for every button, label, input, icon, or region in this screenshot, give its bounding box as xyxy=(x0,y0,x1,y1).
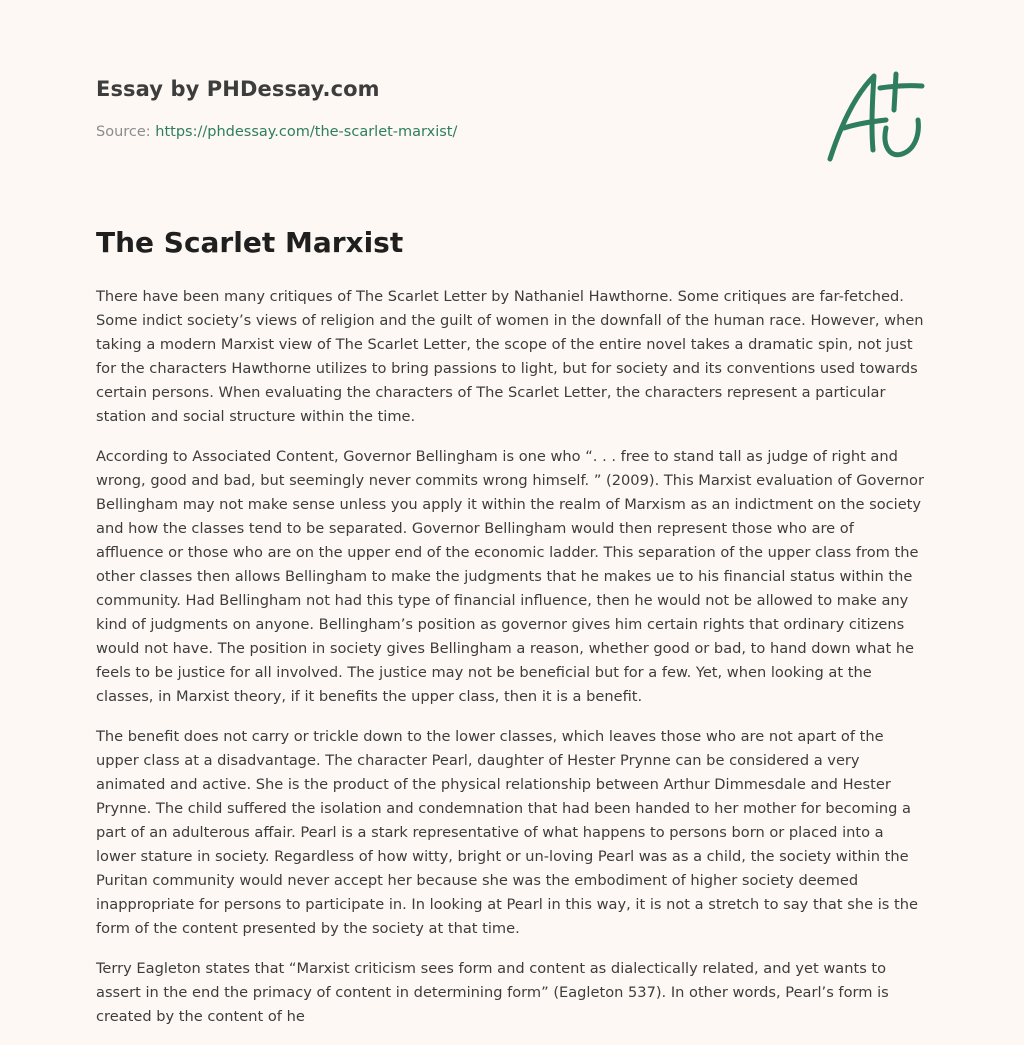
source-line xyxy=(96,124,457,140)
page-header xyxy=(96,0,926,200)
essay-paragraph: According to Associated Content, Governor Bellingham is one who “. . . free to stand tall as judge of right and wrong, good and bad, but seemingly never commits wrong himself. ” (2009). This Marxist evaluation of Governor Bellingham may not make sense unless you apply it within the realm of Marxism as an indictment on the society and how the classes tend to be separated. Governor Bellingham would then represent those who are of affluence or those who are on the upper end of the economic ladder. This separation of the upper class from the other classes then allows Bellingham to make the judgments that he makes ue to his financial status within the community. Had Bellingham not had this type of financial influence, then he would not be allowed to make any kind of judgments on anyone. Bellingham’s position as governor gives him certain rights that ordinary citizens would not have. The position in society gives Bellingham a reason, whether good or bad, to hand down what he feels to be justice for all involved. The justice may not be beneficial but for a few. Yet, when looking at the classes, in Marxist theory, if it benefits the upper class, then it is a benefit. xyxy=(96,448,924,705)
essay-paragraph: The benefit does not carry or trickle down to the lower classes, which leaves those who are not apart of the upper class at a disadvantage. The character Pearl, daughter of Hester Prynne can be considered a very animated and active. She is the product of the physical relationship between Arthur Dimmesdale and Hester Prynne. The child suffered the isolation and condemnation that had been handed to her mother for becoming a part of an adulterous affair. Pearl is a stark representative of what happens to persons born or placed into a lower stature in society. Regardless of how witty, bright or un-loving Pearl was as a child, the society within the Puritan community would never accept her because she was the embodiment of higher society deemed inappropriate for persons to participate in. In looking at Pearl in this way, it is not a stretch to say that she is the form of the content presented by the society at that time. xyxy=(96,728,918,937)
site-brand: Essay by PHDessay.com xyxy=(96,77,380,101)
essay-body xyxy=(96,285,926,1045)
essay-title: The Scarlet Marxist xyxy=(96,226,404,259)
essay-paragraph: There have been many critiques of The Scarlet Letter by Nathaniel Hawthorne. Some critiques are far-fetched. Some indict society’s views of religion and the guilt of women in the downfall of the human race. However, when taking a modern Marxist view of The Scarlet Letter, the scope of the entire novel takes a dramatic spin, not just for the characters Hawthorne utilizes to bring passions to light, but for society and its conventions used towards certain persons. When evaluating the characters of The Scarlet Letter, the characters represent a particular station and social structure within the time. xyxy=(96,288,924,425)
essay-page xyxy=(96,0,926,1025)
a-plus-grade-icon xyxy=(824,66,928,166)
source-link[interactable]: https://phdessay.com/the-scarlet-marxist/ xyxy=(155,124,458,140)
essay-paragraph: Terry Eagleton states that “Marxist criticism sees form and content as dialectically related, and yet wants to assert in the end the primacy of content in determining form” (Eagleton 537). In other words, Pearl’s form is created by the content of he xyxy=(96,960,889,1025)
source-label: Source: xyxy=(96,124,156,140)
